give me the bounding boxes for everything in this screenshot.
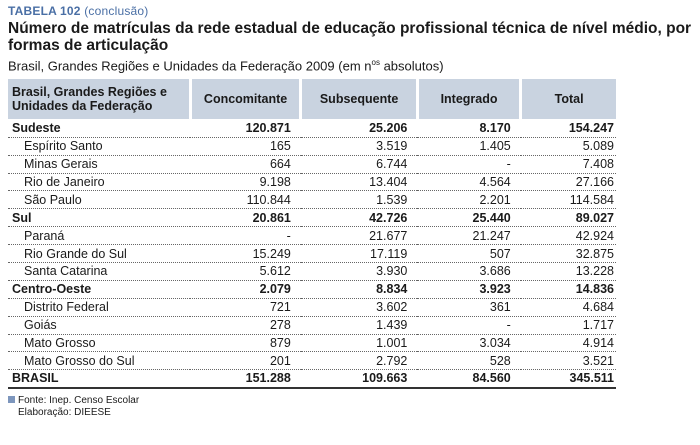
cell-value: 528 xyxy=(417,352,520,370)
region-row xyxy=(8,119,616,137)
subtitle-main: Brasil, Grandes Regiões e Unidades da Federação 2009 (em n xyxy=(8,58,372,74)
cell-value: - xyxy=(190,227,301,245)
cell-value: 13.228 xyxy=(521,262,616,280)
column-header-subsequente: Subsequente xyxy=(301,79,418,119)
table-row xyxy=(8,298,616,316)
cell-value: 14.836 xyxy=(521,280,616,298)
region-row xyxy=(8,209,616,227)
cell-value: 3.519 xyxy=(301,137,418,155)
cell-value: 25.206 xyxy=(301,119,418,137)
cell-value: 42.924 xyxy=(521,227,616,245)
cell-value: 3.602 xyxy=(301,298,418,316)
cell-value: 3.034 xyxy=(417,334,520,352)
table-header-row xyxy=(8,79,616,119)
cell-value: 21.247 xyxy=(417,227,520,245)
source-text: Fonte: Inep. Censo Escolar xyxy=(18,394,140,406)
cell-value: 2.079 xyxy=(190,280,301,298)
row-label: Minas Gerais xyxy=(8,155,190,173)
cell-value: 25.440 xyxy=(417,209,520,227)
elaboration-note: Elaboração: DIEESE xyxy=(18,406,111,418)
table-subtitle xyxy=(8,55,692,74)
row-label: Centro-Oeste xyxy=(8,280,190,298)
cell-value: 120.871 xyxy=(190,119,301,137)
subtitle-end: absolutos) xyxy=(379,58,444,74)
region-row xyxy=(8,280,616,298)
cell-value: 345.511 xyxy=(521,370,616,388)
table-row xyxy=(8,334,616,352)
cell-value: 89.027 xyxy=(521,209,616,227)
cell-value: - xyxy=(417,155,520,173)
table-row xyxy=(8,227,616,245)
cell-value: 3.930 xyxy=(301,262,418,280)
row-label: Distrito Federal xyxy=(8,298,190,316)
table-row xyxy=(8,316,616,334)
row-label: Rio de Janeiro xyxy=(8,173,190,191)
cell-value: 165 xyxy=(190,137,301,155)
cell-value: 1.539 xyxy=(301,191,418,209)
table-title: Número de matrículas da rede estadual de educação profissional técnica de nível médio, por formas de articulação xyxy=(8,20,692,54)
row-label: Sudeste xyxy=(8,119,190,137)
cell-value: 20.861 xyxy=(190,209,301,227)
cell-value: 5.612 xyxy=(190,262,301,280)
table-body xyxy=(8,119,616,387)
cell-value: 8.834 xyxy=(301,280,418,298)
cell-value: 4.564 xyxy=(417,173,520,191)
total-row xyxy=(8,370,616,388)
cell-value: 3.923 xyxy=(417,280,520,298)
cell-value: 27.166 xyxy=(521,173,616,191)
document xyxy=(8,4,692,419)
cell-value: 361 xyxy=(417,298,520,316)
table-row xyxy=(8,245,616,263)
cell-value: 201 xyxy=(190,352,301,370)
row-label: BRASIL xyxy=(8,370,190,388)
row-label: Rio Grande do Sul xyxy=(8,245,190,263)
table-row xyxy=(8,155,616,173)
cell-value: 879 xyxy=(190,334,301,352)
cell-value: 84.560 xyxy=(417,370,520,388)
table-row xyxy=(8,352,616,370)
cell-value: 15.249 xyxy=(190,245,301,263)
cell-value: 109.663 xyxy=(301,370,418,388)
row-label: Espírito Santo xyxy=(8,137,190,155)
source-note xyxy=(8,395,692,407)
cell-value: 13.404 xyxy=(301,173,418,191)
table-label xyxy=(8,4,692,19)
data-table xyxy=(8,79,616,388)
cell-value: 8.170 xyxy=(417,119,520,137)
column-header-region: Brasil, Grandes Regiões e Unidades da Federação xyxy=(12,85,167,114)
row-label: Mato Grosso xyxy=(8,334,190,352)
cell-value: 1.717 xyxy=(521,316,616,334)
cell-value: 154.247 xyxy=(521,119,616,137)
cell-value: 278 xyxy=(190,316,301,334)
table-number: TABELA 102 xyxy=(8,4,81,18)
cell-value: 6.744 xyxy=(301,155,418,173)
cell-value: 3.686 xyxy=(417,262,520,280)
table-row xyxy=(8,173,616,191)
cell-value: 664 xyxy=(190,155,301,173)
cell-value: 2.201 xyxy=(417,191,520,209)
cell-value: 151.288 xyxy=(190,370,301,388)
cell-value: 7.408 xyxy=(521,155,616,173)
column-header-total: Total xyxy=(521,79,616,119)
cell-value: 1.001 xyxy=(301,334,418,352)
footer xyxy=(8,395,692,419)
cell-value: 1.405 xyxy=(417,137,520,155)
cell-value: 9.198 xyxy=(190,173,301,191)
row-label: Sul xyxy=(8,209,190,227)
cell-value: 721 xyxy=(190,298,301,316)
row-label: Paraná xyxy=(8,227,190,245)
cell-value: 110.844 xyxy=(190,191,301,209)
cell-value: 2.792 xyxy=(301,352,418,370)
cell-value: 5.089 xyxy=(521,137,616,155)
cell-value: 32.875 xyxy=(521,245,616,263)
cell-value: 17.119 xyxy=(301,245,418,263)
row-label: São Paulo xyxy=(8,191,190,209)
row-label: Santa Catarina xyxy=(8,262,190,280)
cell-value: 507 xyxy=(417,245,520,263)
continuation-note: (conclusão) xyxy=(84,4,149,18)
cell-value: 1.439 xyxy=(301,316,418,334)
cell-value: 4.914 xyxy=(521,334,616,352)
row-label: Goiás xyxy=(8,316,190,334)
row-label: Mato Grosso do Sul xyxy=(8,352,190,370)
column-header-integrado: Integrado xyxy=(417,79,520,119)
subtitle-superscript: os xyxy=(371,58,380,67)
column-header-concomitante: Concomitante xyxy=(190,79,301,119)
table-row xyxy=(8,262,616,280)
cell-value: 42.726 xyxy=(301,209,418,227)
cell-value: 3.521 xyxy=(521,352,616,370)
cell-value: 114.584 xyxy=(521,191,616,209)
cell-value: - xyxy=(417,316,520,334)
square-bullet-icon xyxy=(8,396,15,403)
table-row xyxy=(8,191,616,209)
cell-value: 21.677 xyxy=(301,227,418,245)
table-row xyxy=(8,137,616,155)
cell-value: 4.684 xyxy=(521,298,616,316)
